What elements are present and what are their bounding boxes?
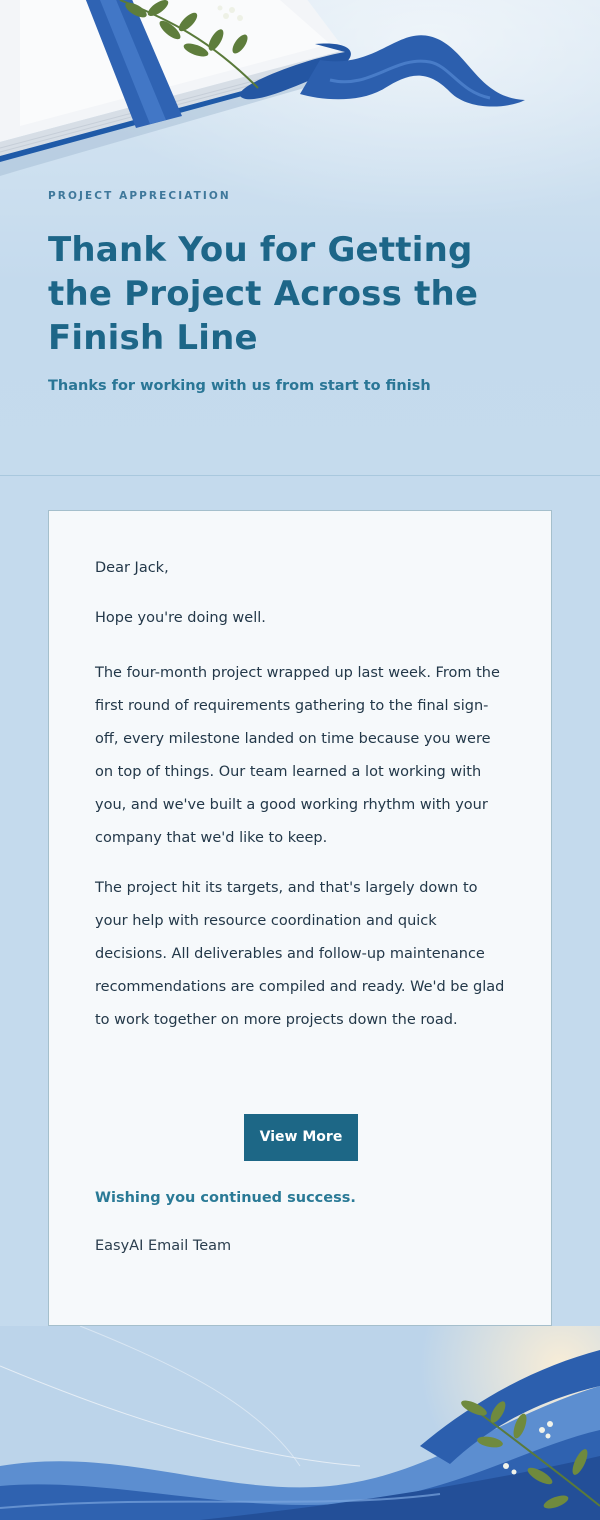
hero-header [0,0,600,476]
greeting: Dear Jack, [95,560,169,576]
intro-line: Hope you're doing well. [95,610,266,626]
page-subtitle: Thanks for working with us from start to finish [48,378,431,394]
hero-illustration [0,0,600,190]
eyebrow-label: PROJECT APPRECIATION [48,190,231,202]
letter-body [95,557,509,1054]
letter-card [48,510,552,1326]
page-title: Thank You for Getting the Project Across the Finish Line [48,230,479,358]
footer-illustration [0,1326,600,1520]
paragraph-1: The four-month project wrapped up last week. From the first round of requirements gathering to the final sign-off, every milestone landed on time because you were on top of things. Our team learned a lot working with you, and we've built a good working rhythm with your company that we'd like to keep. [95,665,500,846]
signoff: Wishing you continued success. [95,1190,356,1206]
view-more-button[interactable]: View More [244,1114,358,1161]
team-signature: EasyAI Email Team [95,1238,232,1254]
cta-wrapper [49,1114,553,1161]
paragraph-2: The project hit its targets, and that's largely down to your help with resource coordination and quick decisions. All deliverables and follow-up maintenance recommendations are compiled and ready. We'd be glad to work together on more projects down the road. [95,880,505,1028]
